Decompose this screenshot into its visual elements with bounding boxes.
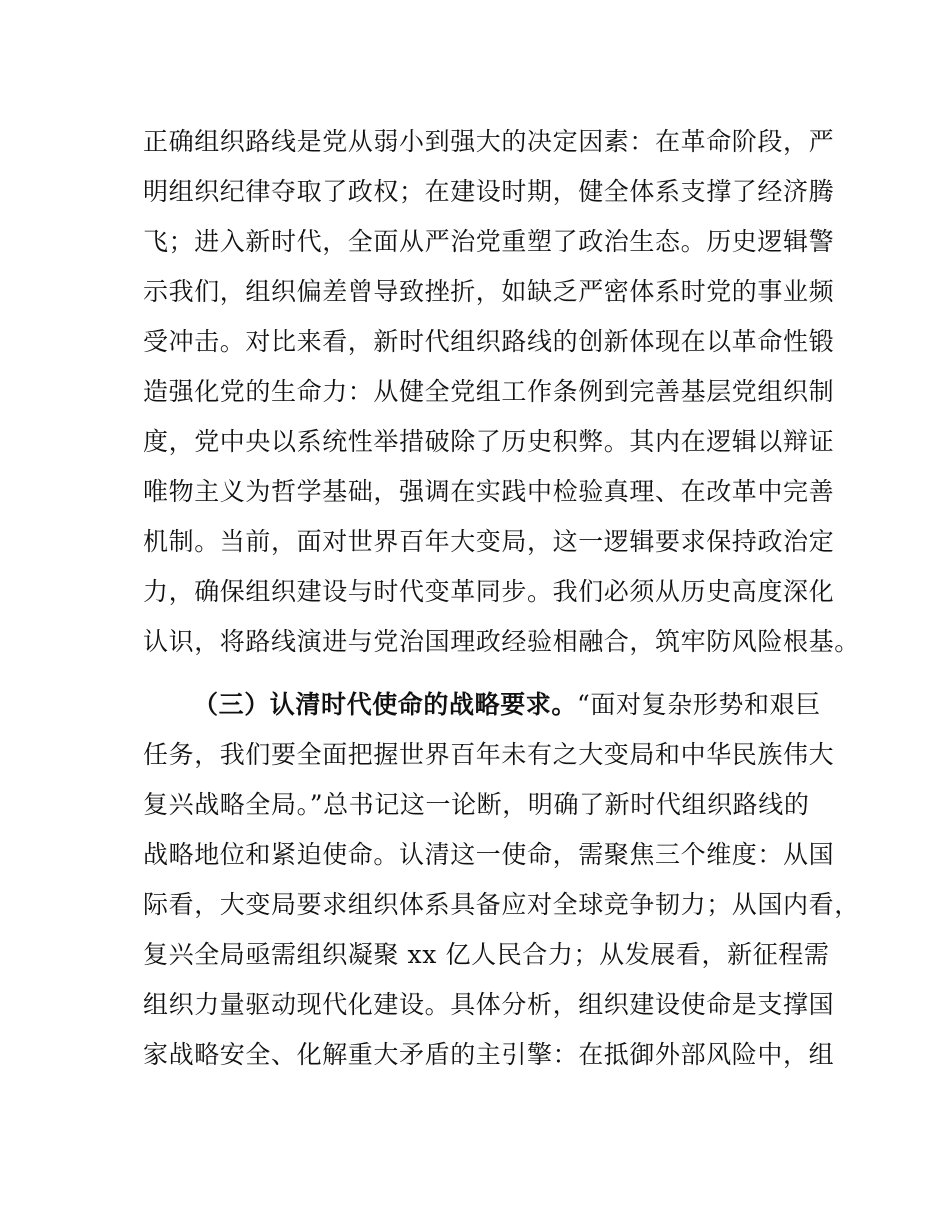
paragraph-2-line-3: 复兴战略全局。”总书记这一论断，明确了新时代组织路线的 bbox=[143, 790, 810, 819]
paragraph-1-line-8: 唯物主义为哲学基础，强调在实践中检验真理、在改革中完善 bbox=[143, 477, 835, 506]
paragraph-2-line-7: 组织力量驱动现代化建设。具体分析，组织建设使命是支撑国 bbox=[143, 990, 835, 1019]
paragraph-2-line-4: 战略地位和紧迫使命。认清这一使命，需聚焦三个维度：从国 bbox=[143, 840, 835, 869]
paragraph-2-line-6: 复兴全局亟需组织凝聚 xx 亿人民合力；从发展看，新征程需 bbox=[143, 940, 830, 969]
paragraph-2-line-8: 家战略安全、化解重大矛盾的主引擎：在抵御外部风险中，组 bbox=[143, 1040, 835, 1069]
section-heading: （三）认清时代使命的战略要求。 bbox=[193, 690, 578, 719]
paragraph-1-line-6: 造强化党的生命力：从健全党组工作条例到完善基层党组织制 bbox=[143, 377, 835, 406]
paragraph-1-line-7: 度，党中央以系统性举措破除了历史积弊。其内在逻辑以辩证 bbox=[143, 427, 835, 456]
paragraph-1-line-10: 力，确保组织建设与时代变革同步。我们必须从历史高度深化 bbox=[143, 577, 835, 606]
paragraph-2-line-2: 任务，我们要全面把握世界百年未有之大变局和中华民族伟大 bbox=[143, 740, 835, 769]
paragraph-1-line-4: 示我们，组织偏差曾导致挫折，如缺乏严密体系时党的事业频 bbox=[143, 277, 835, 306]
paragraph-2-first-line bbox=[193, 690, 833, 720]
paragraph-1-line-9: 机制。当前，面对世界百年大变局，这一逻辑要求保持政治定 bbox=[143, 527, 835, 556]
paragraph-1-line-1: 正确组织路线是党从弱小到强大的决定因素：在革命阶段，严 bbox=[143, 127, 835, 156]
paragraph-1-line-5: 受冲击。对比来看，新时代组织路线的创新体现在以革命性锻 bbox=[143, 327, 835, 356]
paragraph-1-line-3: 飞；进入新时代，全面从严治党重塑了政治生态。历史逻辑警 bbox=[143, 227, 835, 256]
paragraph-1-line-11: 认识，将路线演进与党治国理政经验相融合，筑牢防风险根基。 bbox=[143, 627, 860, 656]
paragraph-2-quote-start: “面对复杂形势和艰巨 bbox=[577, 690, 821, 719]
paragraph-1-line-2: 明组织纪律夺取了政权；在建设时期，健全体系支撑了经济腾 bbox=[143, 177, 835, 206]
paragraph-2-line-5: 际看，大变局要求组织体系具备应对全球竞争韧力；从国内看， bbox=[143, 890, 860, 919]
